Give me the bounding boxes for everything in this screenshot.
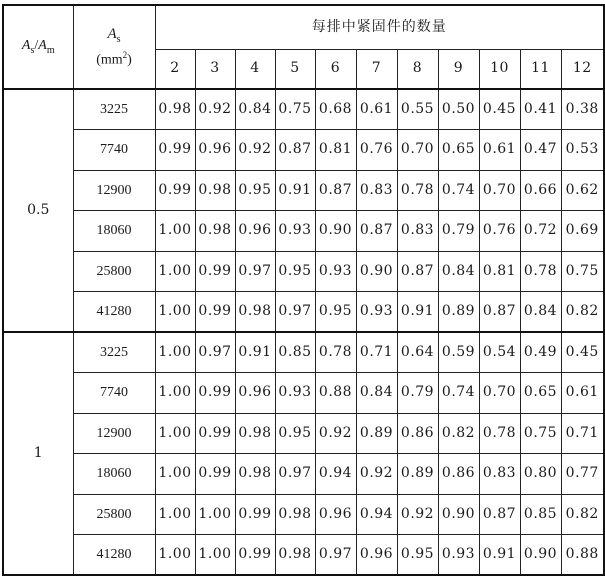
area-cell: 25800 bbox=[73, 251, 155, 292]
reduction-factor-cell: 0.93 bbox=[356, 292, 397, 333]
reduction-factor-cell: 0.99 bbox=[195, 292, 235, 333]
table-row bbox=[3, 413, 604, 454]
table-row bbox=[3, 535, 604, 576]
reduction-factor-cell: 0.90 bbox=[520, 535, 561, 576]
reduction-factor-cell: 0.53 bbox=[561, 130, 604, 171]
table-body bbox=[3, 89, 604, 575]
reduction-factor-cell: 0.45 bbox=[561, 332, 604, 373]
area-cell: 3225 bbox=[73, 332, 155, 373]
reduction-factor-cell: 0.93 bbox=[438, 535, 479, 576]
reduction-factor-cell: 0.95 bbox=[315, 292, 356, 333]
reduction-factor-cell: 0.84 bbox=[438, 251, 479, 292]
reduction-factor-cell: 0.87 bbox=[397, 251, 438, 292]
reduction-factor-cell: 0.92 bbox=[356, 454, 397, 495]
reduction-factor-cell: 0.98 bbox=[275, 535, 315, 576]
reduction-factor-cell: 0.76 bbox=[356, 130, 397, 171]
reduction-factor-cell: 0.99 bbox=[195, 454, 235, 495]
reduction-factor-cell: 0.75 bbox=[520, 413, 561, 454]
reduction-factor-cell: 0.62 bbox=[561, 170, 604, 211]
reduction-factor-cell: 0.41 bbox=[520, 89, 561, 130]
reduction-factor-cell: 0.87 bbox=[479, 292, 520, 333]
reduction-factor-cell: 0.96 bbox=[356, 535, 397, 576]
reduction-factor-cell: 0.84 bbox=[520, 292, 561, 333]
reduction-factor-cell: 0.95 bbox=[397, 535, 438, 576]
reduction-factor-cell: 0.64 bbox=[397, 332, 438, 373]
area-cell: 25800 bbox=[73, 494, 155, 535]
area-ratio-header: $A_s/A_m$ bbox=[3, 5, 73, 89]
fastener-count-header: 7 bbox=[356, 49, 397, 89]
reduction-factor-cell: 0.93 bbox=[315, 251, 356, 292]
reduction-factor-cell: 0.92 bbox=[315, 413, 356, 454]
reduction-factor-cell: 0.95 bbox=[275, 413, 315, 454]
table-row bbox=[3, 494, 604, 535]
reduction-factor-cell: 0.50 bbox=[438, 89, 479, 130]
reduction-factor-cell: 0.97 bbox=[315, 535, 356, 576]
reduction-factor-cell: 0.84 bbox=[356, 373, 397, 414]
reduction-factor-cell: 0.74 bbox=[438, 170, 479, 211]
table-row bbox=[3, 251, 604, 292]
area-cell: 12900 bbox=[73, 413, 155, 454]
reduction-factor-cell: 0.81 bbox=[315, 130, 356, 171]
area-cell: 41280 bbox=[73, 535, 155, 576]
table-row bbox=[3, 130, 604, 171]
reduction-factor-cell: 0.87 bbox=[275, 130, 315, 171]
reduction-factor-cell: 0.98 bbox=[195, 170, 235, 211]
reduction-factor-cell: 0.88 bbox=[315, 373, 356, 414]
table-row bbox=[3, 170, 604, 211]
reduction-factor-cell: 0.92 bbox=[235, 130, 275, 171]
reduction-factor-cell: 0.90 bbox=[438, 494, 479, 535]
area-cell: 7740 bbox=[73, 130, 155, 171]
reduction-factor-cell: 0.85 bbox=[520, 494, 561, 535]
reduction-factor-cell: 0.59 bbox=[438, 332, 479, 373]
reduction-factor-cell: 0.94 bbox=[356, 494, 397, 535]
reduction-factor-cell: 0.97 bbox=[275, 292, 315, 333]
reduction-factor-cell: 0.72 bbox=[520, 211, 561, 252]
reduction-factor-cell: 0.70 bbox=[397, 130, 438, 171]
reduction-factor-cell: 1.00 bbox=[155, 535, 195, 576]
reduction-factor-cell: 0.86 bbox=[438, 454, 479, 495]
reduction-factor-cell: 1.00 bbox=[155, 292, 195, 333]
reduction-factor-cell: 0.92 bbox=[397, 494, 438, 535]
table-header bbox=[3, 5, 604, 89]
reduction-factor-cell: 0.49 bbox=[520, 332, 561, 373]
reduction-factor-cell: 1.00 bbox=[155, 494, 195, 535]
fastener-count-header: 10 bbox=[479, 49, 520, 89]
reduction-factor-cell: 0.98 bbox=[195, 211, 235, 252]
fastener-count-header: 2 bbox=[155, 49, 195, 89]
area-cell: 41280 bbox=[73, 292, 155, 333]
reduction-factor-cell: 0.79 bbox=[438, 211, 479, 252]
reduction-factor-cell: 0.98 bbox=[235, 413, 275, 454]
reduction-factor-cell: 0.45 bbox=[479, 89, 520, 130]
fastener-count-header: 11 bbox=[520, 49, 561, 89]
reduction-factor-cell: 0.82 bbox=[561, 494, 604, 535]
reduction-factor-cell: 0.78 bbox=[520, 251, 561, 292]
reduction-factor-cell: 0.91 bbox=[235, 332, 275, 373]
reduction-factor-cell: 0.76 bbox=[479, 211, 520, 252]
reduction-factor-cell: 0.99 bbox=[195, 413, 235, 454]
table-row bbox=[3, 454, 604, 495]
reduction-factor-cell: 0.38 bbox=[561, 89, 604, 130]
reduction-factor-cell: 0.99 bbox=[155, 130, 195, 171]
reduction-factor-cell: 0.88 bbox=[561, 535, 604, 576]
reduction-factor-cell: 0.61 bbox=[479, 130, 520, 171]
reduction-factor-cell: 0.96 bbox=[235, 373, 275, 414]
reduction-factor-cell: 0.86 bbox=[397, 413, 438, 454]
reduction-factor-cell: 0.71 bbox=[561, 413, 604, 454]
reduction-factor-cell: 0.75 bbox=[275, 89, 315, 130]
fastener-count-header: 6 bbox=[315, 49, 356, 89]
reduction-factor-cell: 0.99 bbox=[195, 373, 235, 414]
reduction-factor-cell: 0.87 bbox=[315, 170, 356, 211]
reduction-factor-cell: 0.91 bbox=[479, 535, 520, 576]
reduction-factor-cell: 0.78 bbox=[397, 170, 438, 211]
area-cell: 18060 bbox=[73, 211, 155, 252]
reduction-factor-cell: 0.61 bbox=[561, 373, 604, 414]
reduction-factor-cell: 0.83 bbox=[479, 454, 520, 495]
reduction-factor-cell: 0.98 bbox=[275, 494, 315, 535]
table-row bbox=[3, 211, 604, 252]
reduction-factor-cell: 0.82 bbox=[438, 413, 479, 454]
reduction-factor-cell: 0.93 bbox=[275, 211, 315, 252]
reduction-factor-cell: 0.96 bbox=[235, 211, 275, 252]
reduction-factor-cell: 0.91 bbox=[397, 292, 438, 333]
reduction-factor-cell: 0.90 bbox=[356, 251, 397, 292]
reduction-factor-cell: 0.99 bbox=[235, 535, 275, 576]
reduction-factor-cell: 0.98 bbox=[235, 292, 275, 333]
reduction-factor-cell: 0.98 bbox=[155, 89, 195, 130]
reduction-factor-cell: 1.00 bbox=[155, 211, 195, 252]
reduction-factor-cell: 0.97 bbox=[235, 251, 275, 292]
area-cell: 3225 bbox=[73, 89, 155, 130]
reduction-factor-cell: 0.75 bbox=[561, 251, 604, 292]
reduction-factor-cell: 0.89 bbox=[356, 413, 397, 454]
reduction-factor-cell: 0.89 bbox=[438, 292, 479, 333]
fastener-count-header: 9 bbox=[438, 49, 479, 89]
reduction-factor-cell: 0.47 bbox=[520, 130, 561, 171]
reduction-factor-cell: 0.97 bbox=[195, 332, 235, 373]
reduction-factor-cell: 0.69 bbox=[561, 211, 604, 252]
fastener-count-header: 3 bbox=[195, 49, 235, 89]
fastener-reduction-table bbox=[2, 4, 605, 576]
reduction-factor-cell: 0.78 bbox=[315, 332, 356, 373]
reduction-factor-cell: 0.66 bbox=[520, 170, 561, 211]
fastener-count-header: 8 bbox=[397, 49, 438, 89]
reduction-factor-cell: 0.68 bbox=[315, 89, 356, 130]
reduction-factor-cell: 0.65 bbox=[520, 373, 561, 414]
reduction-factor-cell: 0.99 bbox=[235, 494, 275, 535]
reduction-factor-cell: 0.71 bbox=[356, 332, 397, 373]
area-cell: 7740 bbox=[73, 373, 155, 414]
reduction-factor-cell: 0.82 bbox=[561, 292, 604, 333]
reduction-factor-cell: 0.96 bbox=[315, 494, 356, 535]
reduction-factor-cell: 0.92 bbox=[195, 89, 235, 130]
reduction-factor-cell: 0.54 bbox=[479, 332, 520, 373]
reduction-factor-cell: 0.99 bbox=[195, 251, 235, 292]
reduction-factor-cell: 0.83 bbox=[356, 170, 397, 211]
reduction-factor-cell: 0.97 bbox=[275, 454, 315, 495]
reduction-factor-cell: 0.77 bbox=[561, 454, 604, 495]
reduction-factor-cell: 1.00 bbox=[195, 535, 235, 576]
table-row bbox=[3, 332, 604, 373]
reduction-factor-cell: 0.94 bbox=[315, 454, 356, 495]
reduction-factor-cell: 1.00 bbox=[195, 494, 235, 535]
reduction-factor-cell: 1.00 bbox=[155, 251, 195, 292]
reduction-factor-cell: 0.95 bbox=[275, 251, 315, 292]
reduction-factor-cell: 1.00 bbox=[155, 373, 195, 414]
reduction-factor-cell: 0.70 bbox=[479, 373, 520, 414]
reduction-factor-cell: 0.70 bbox=[479, 170, 520, 211]
reduction-factor-cell: 0.80 bbox=[520, 454, 561, 495]
reduction-factor-cell: 0.61 bbox=[356, 89, 397, 130]
reduction-factor-cell: 0.65 bbox=[438, 130, 479, 171]
area-cell: 18060 bbox=[73, 454, 155, 495]
fastener-count-header: 4 bbox=[235, 49, 275, 89]
reduction-factor-cell: 0.84 bbox=[235, 89, 275, 130]
reduction-factor-cell: 1.00 bbox=[155, 332, 195, 373]
table-row bbox=[3, 292, 604, 333]
table-row bbox=[3, 89, 604, 130]
reduction-factor-cell: 0.85 bbox=[275, 332, 315, 373]
area-ratio-cell: 0.5 bbox=[3, 89, 73, 332]
reduction-factor-cell: 0.89 bbox=[397, 454, 438, 495]
reduction-factor-cell: 0.96 bbox=[195, 130, 235, 171]
reduction-factor-cell: 0.74 bbox=[438, 373, 479, 414]
reduction-factor-cell: 0.91 bbox=[275, 170, 315, 211]
fastener-count-title: 每排中紧固件的数量 bbox=[155, 5, 604, 49]
reduction-factor-cell: 0.87 bbox=[479, 494, 520, 535]
reduction-factor-cell: 0.98 bbox=[235, 454, 275, 495]
reduction-factor-cell: 0.79 bbox=[397, 373, 438, 414]
area-cell: 12900 bbox=[73, 170, 155, 211]
reduction-factor-cell: 0.55 bbox=[397, 89, 438, 130]
reduction-factor-cell: 0.83 bbox=[397, 211, 438, 252]
reduction-factor-cell: 0.81 bbox=[479, 251, 520, 292]
area-header: $A_s$ $(mm^2)$ bbox=[73, 5, 155, 89]
reduction-factor-cell: 0.93 bbox=[275, 373, 315, 414]
table-row bbox=[3, 373, 604, 414]
reduction-factor-cell: 0.99 bbox=[155, 170, 195, 211]
reduction-factor-cell: 0.87 bbox=[356, 211, 397, 252]
reduction-factor-cell: 0.78 bbox=[479, 413, 520, 454]
area-ratio-cell: 1 bbox=[3, 332, 73, 575]
fastener-count-header: 5 bbox=[275, 49, 315, 89]
reduction-factor-cell: 1.00 bbox=[155, 413, 195, 454]
reduction-factor-cell: 0.95 bbox=[235, 170, 275, 211]
reduction-factor-cell: 0.90 bbox=[315, 211, 356, 252]
fastener-count-header: 12 bbox=[561, 49, 604, 89]
reduction-factor-cell: 1.00 bbox=[155, 454, 195, 495]
